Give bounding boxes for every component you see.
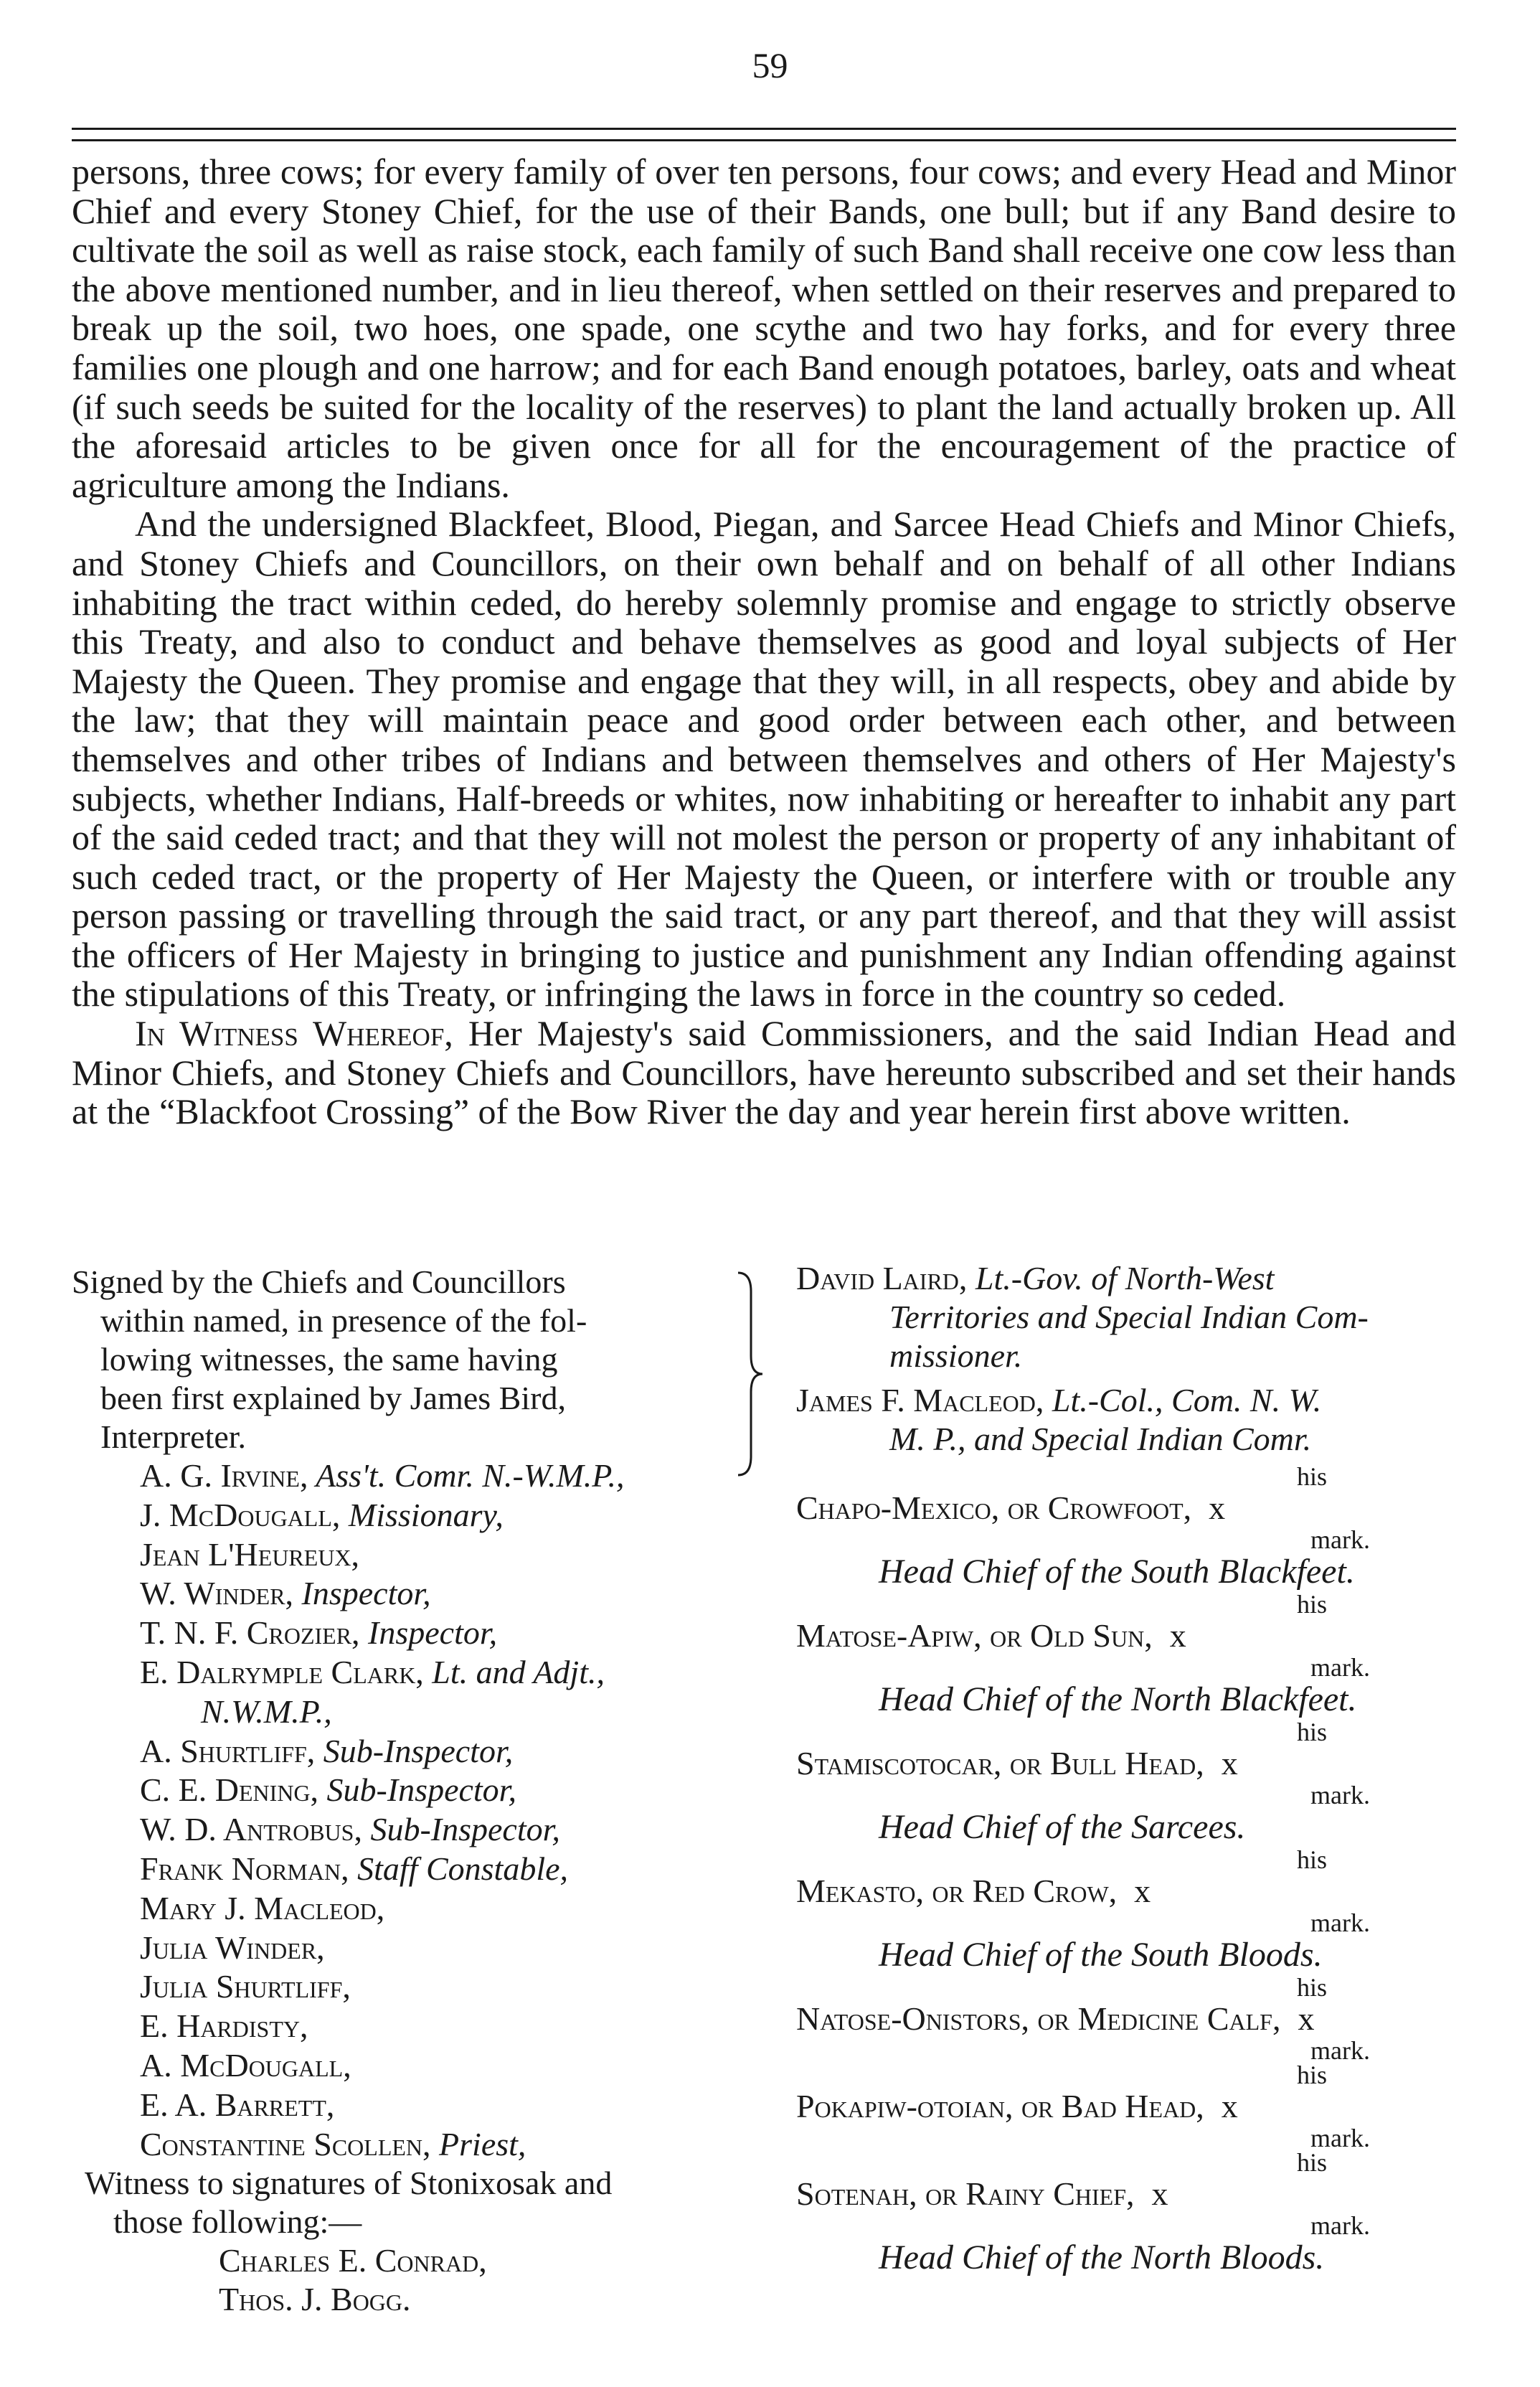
chief-name: Sotenah, or Rainy Chief, bbox=[796, 2175, 1135, 2212]
witness-title: Inspector, bbox=[359, 1614, 498, 1652]
chief-title: Head Chief of the South Bloods. bbox=[879, 1936, 1323, 1974]
witness-to-line: Witness to signatures of Stonixosak and bbox=[85, 2165, 613, 2202]
chief-name: Pokapiw-otoian, or Bad Head, bbox=[796, 2088, 1204, 2124]
chief-name: Mekasto, or Red Crow, bbox=[796, 1873, 1118, 1909]
signed-line: Interpreter. bbox=[100, 1418, 247, 1455]
x-mark: x bbox=[1221, 2088, 1238, 2124]
witness-entry bbox=[72, 1929, 760, 1968]
witness-title: Lt. and Adjt., bbox=[423, 1653, 605, 1690]
x-mark: x bbox=[1221, 1745, 1238, 1781]
witness-name: A. G. Irvine, bbox=[140, 1457, 308, 1494]
witness-to-line: those following:— bbox=[113, 2203, 362, 2241]
signed-in-presence-statement bbox=[72, 1263, 739, 1456]
witness-entry bbox=[72, 1692, 760, 1732]
signatories-column bbox=[796, 1259, 1463, 2278]
signed-line: within named, in presence of the fol- bbox=[100, 1302, 587, 1339]
commissioner-name-line bbox=[796, 1259, 1463, 1298]
chief-title: Head Chief of the Sarcees. bbox=[879, 1808, 1246, 1846]
his-label: his bbox=[1296, 2148, 1327, 2177]
chief-signature bbox=[796, 1975, 1463, 2063]
commissioner-title-line: missioner. bbox=[889, 1337, 1023, 1374]
paragraph-witness-whereof bbox=[72, 1014, 1456, 1131]
witness-to-statement bbox=[72, 2164, 760, 2241]
witness-whereof-lead: In Witness Whereof, bbox=[135, 1013, 453, 1054]
witness-column bbox=[72, 1263, 760, 2319]
chief-name-line bbox=[796, 1489, 1463, 1527]
witness-name: W. Winder, bbox=[140, 1575, 294, 1612]
witness-list bbox=[72, 1456, 760, 2164]
chief-signature bbox=[796, 1592, 1463, 1720]
chief-name-line bbox=[796, 2175, 1463, 2213]
chief-title: Head Chief of the North Blackfeet. bbox=[879, 1680, 1357, 1718]
chief-name: Chapo-Mexico, or Crowfoot, bbox=[796, 1489, 1192, 1526]
chief-signature bbox=[796, 2063, 1463, 2150]
chief-name-line bbox=[796, 2000, 1463, 2038]
sub-witness-1: Charles E. Conrad, bbox=[219, 2242, 487, 2279]
mark-label: mark. bbox=[1310, 2036, 1370, 2065]
witness-name: Julia Shurtliff, bbox=[140, 1968, 351, 2005]
mark-label: mark. bbox=[1310, 1781, 1370, 1809]
mark-label: mark. bbox=[1310, 1653, 1370, 1682]
witness-title: Staff Constable, bbox=[349, 1850, 569, 1887]
x-mark: x bbox=[1169, 1617, 1186, 1654]
chief-name-line bbox=[796, 1744, 1463, 1783]
witness-entry bbox=[72, 2007, 760, 2046]
mark-label: mark. bbox=[1310, 2124, 1370, 2152]
treaty-body-text bbox=[72, 152, 1456, 1131]
witness-title: Missionary, bbox=[340, 1496, 504, 1533]
x-mark: x bbox=[1298, 2000, 1315, 2037]
mark-label: mark. bbox=[1310, 1908, 1370, 1937]
witness-name: E. Dalrymple Clark, bbox=[140, 1653, 424, 1690]
witness-name: A. McDougall, bbox=[140, 2046, 351, 2084]
x-mark: x bbox=[1151, 2175, 1168, 2212]
witness-entry bbox=[72, 1889, 760, 1929]
witness-title: Priest, bbox=[430, 2125, 526, 2162]
chief-name: Stamiscotocar, or Bull Head, bbox=[796, 1745, 1204, 1781]
witness-name: Julia Winder, bbox=[140, 1929, 325, 1966]
chief-title: Head Chief of the North Bloods. bbox=[879, 2238, 1325, 2277]
witness-entry bbox=[72, 1967, 760, 2007]
witness-name: E. A. Barrett, bbox=[140, 2086, 335, 2123]
witness-title: Sub-Inspector, bbox=[315, 1732, 514, 1769]
witness-name: Mary J. Macleod, bbox=[140, 1889, 385, 1926]
signed-line: Signed by the Chiefs and Councillors bbox=[72, 1263, 566, 1300]
witness-entry bbox=[72, 1771, 760, 1810]
commissioner-macleod bbox=[796, 1381, 1463, 1459]
signed-line: been first explained by James Bird, bbox=[100, 1380, 566, 1416]
witness-entry bbox=[72, 1496, 760, 1535]
witness-entry bbox=[72, 2125, 760, 2165]
chief-signature bbox=[796, 1847, 1463, 1975]
witness-title: N.W.M.P., bbox=[201, 1692, 332, 1730]
x-mark: x bbox=[1134, 1873, 1151, 1909]
x-mark: x bbox=[1209, 1489, 1226, 1526]
witness-entry bbox=[72, 2086, 760, 2125]
header-rule-top bbox=[72, 128, 1456, 130]
chief-signature bbox=[796, 1720, 1463, 1847]
witness-entry bbox=[72, 1456, 760, 1496]
witness-title: Inspector, bbox=[293, 1575, 431, 1612]
commissioner-title-line: Territories and Special Indian Com- bbox=[889, 1299, 1369, 1335]
page-number: 59 bbox=[752, 45, 788, 85]
chief-name: Natose-Onistors, or Medicine Calf, bbox=[796, 2000, 1281, 2037]
commissioner-title-line: M. P., and Special Indian Comr. bbox=[889, 1421, 1312, 1457]
paragraph-promise: And the undersigned Blackfeet, Blood, Piegan, and Sarcee Head Chiefs and Minor Chiefs, and Stoney Chiefs and Councillors, on their own behalf and on behalf of all other Indians inhabiting the tract within ceded, do hereby solemnly promise and engage to strictly observe this Treaty, and also to conduct and behave themselves as good and loyal subjects of Her Majesty the Queen. They promise and engage that they will, in all respects, obey and abide by the law; that they will maintain peace and good order between each other, and between themselves and other tribes of Indians and between themselves and others of Her Majesty's subjects, whether Indians, Half-breeds or whites, now inhabiting or hereafter to inhabit any part of the said ceded tract; and that they will not molest the person or property of any inhabitant of such ceded tract, or the property of Her Majesty the Queen, or interfere with or trouble any person passing or travelling through the said tract, or any part thereof, and that they will assist the officers of Her Majesty in bringing to justice and punishment any Indian offending against the stipulations of this Treaty, or infringing the laws in force in the country so ceded. bbox=[72, 504, 1456, 1014]
witness-name: Frank Norman, bbox=[140, 1850, 349, 1887]
his-label: his bbox=[1296, 2061, 1327, 2089]
witness-name: W. D. Antrobus, bbox=[140, 1811, 362, 1848]
witness-name: Constantine Scollen, bbox=[140, 2125, 431, 2162]
mark-label: mark. bbox=[1310, 1525, 1370, 1554]
sub-witness-2: Thos. J. Bogg. bbox=[219, 2281, 411, 2318]
witness-entry bbox=[72, 1850, 760, 1889]
his-label: his bbox=[1296, 1973, 1327, 2002]
witness-entry bbox=[72, 1614, 760, 1653]
witness-name: T. N. F. Crozier, bbox=[140, 1614, 360, 1652]
witness-title: Sub-Inspector, bbox=[362, 1811, 560, 1848]
chief-name: Matose-Apiw, or Old Sun, bbox=[796, 1617, 1153, 1654]
chief-name-line bbox=[796, 1616, 1463, 1655]
chief-name-line bbox=[796, 1872, 1463, 1911]
witness-name: J. McDougall, bbox=[140, 1496, 341, 1533]
witness-entry bbox=[72, 1574, 760, 1614]
his-label: his bbox=[1296, 1462, 1327, 1491]
commissioner-title: Lt.-Gov. of North-West bbox=[967, 1260, 1275, 1296]
chief-signature bbox=[796, 1464, 1463, 1592]
commissioner-name: James F. Macleod, bbox=[796, 1382, 1044, 1418]
witness-entry bbox=[72, 1653, 760, 1692]
his-label: his bbox=[1296, 1590, 1327, 1619]
signed-line: lowing witnesses, the same having bbox=[100, 1341, 558, 1378]
witness-entry bbox=[72, 1732, 760, 1771]
commissioner-title: Lt.-Col., Com. N. W. bbox=[1044, 1382, 1322, 1418]
commissioner-name: David Laird, bbox=[796, 1260, 968, 1296]
header-rule-bottom bbox=[72, 139, 1456, 141]
witness-title: Sub-Inspector, bbox=[318, 1771, 516, 1809]
chief-signature bbox=[796, 2150, 1463, 2278]
his-label: his bbox=[1296, 1718, 1327, 1746]
paragraph-provisions: persons, three cows; for every family of over ten persons, four cows; and every Head and Minor Chief and every Stoney Chief, for the use of their Bands, one bull; but if any Band desire to cultivate the soil as well as raise stock, each family of such Band shall receive one cow less than the above mentioned number, and in lieu thereof, when settled on their reserves and prepared to break up the soil, two hoes, one spade, one scythe and two hay forks, and for every three families one plough and one harrow; and for each Band enough potatoes, barley, oats and wheat (if such seeds be suited for the locality of the reserves) to plant the land actually broken up. All the aforesaid articles to be given once for all for the encouragement of the practice of agriculture among the Indians. bbox=[72, 151, 1456, 505]
right-brace-icon bbox=[735, 1270, 764, 1478]
witness-title: Ass't. Comr. N.-W.M.P., bbox=[308, 1457, 625, 1494]
chief-name-line bbox=[796, 2087, 1463, 2126]
witness-name: E. Hardisty, bbox=[140, 2007, 308, 2045]
mark-label: mark. bbox=[1310, 2211, 1370, 2240]
witness-name: Jean L'Heureux, bbox=[140, 1535, 360, 1573]
commissioner-name-line bbox=[796, 1381, 1463, 1420]
witness-whereof-text: Her Majesty's said Commissioners, and the said Indian Head and Minor Chiefs, and Stoney Chiefs and Councillors, have hereunto subscribed and set their hands at the “Blackfoot Crossing” of the Bow River the day and year herein first above written. bbox=[72, 1013, 1457, 1132]
witness-entry bbox=[72, 1535, 760, 1575]
commissioner-laird bbox=[796, 1259, 1463, 1375]
witness-entry bbox=[72, 1810, 760, 1850]
his-label: his bbox=[1296, 1845, 1327, 1874]
witness-name: A. Shurtliff, bbox=[140, 1732, 316, 1769]
chief-list bbox=[796, 1464, 1463, 2278]
chief-title: Head Chief of the South Blackfeet. bbox=[879, 1553, 1355, 1591]
witness-entry bbox=[72, 2046, 760, 2086]
witness-name: C. E. Dening, bbox=[140, 1771, 319, 1809]
